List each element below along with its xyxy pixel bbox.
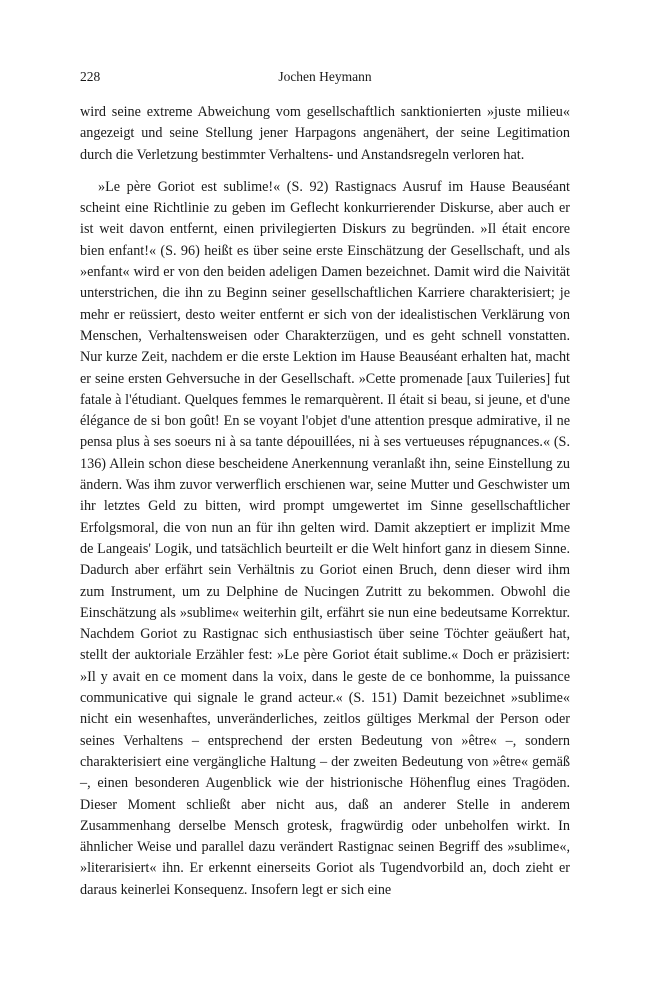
running-title: Jochen Heymann (278, 69, 372, 84)
page-number: 228 (80, 69, 101, 84)
body-text (80, 102, 570, 901)
paragraph-sublime: »Le père Goriot est sublime!« (S. 92) Rastignacs Ausruf im Hause Beauséant scheint eine Richtlinie zu geben im Geflecht konkurrierender Diskurse, aber auch er ist weit davon entfernt, einen privilegierten Diskurs zu begründen. »Il était encore bien enfant!« (S. 96) heißt es über seine erste Einschätzung der Gesellschaft, und als »enfant« wird er von den beiden adeligen Damen bezeichnet. Damit wird die Naivität unterstrichen, die ihn zu Beginn seiner gesellschaftlichen Karriere charakterisiert; je mehr er reüssiert, desto weiter entfernt er sich von der idealistischen Verklärung von Menschen, Verhaltensweisen oder Charakterzügen, und es geht schnell vonstatten. Nur kurze Zeit, nachdem er die erste Lektion im Hause Beauséant erhalten hat, macht er seine ersten Gehversuche in der Gesellschaft. »Cette promenade [aux Tuileries] fut fatale à l'étudiant. Quelques femmes le remarquèrent. Il était si beau, si jeune, et d'une élégance de si bon goût! En se voyant l'objet d'une attention presque admirative, il ne pensa plus à ses soeurs ni à sa tante dépouillées, ni à ses vertueuses répugnances.« (S. 136) Allein schon diese bescheidene Anerkennung veranlaßt ihn, seine Einstellung zu ändern. Was ihm zuvor verwerflich erschienen war, seine Mutter und Geschwister um ihr letztes Geld zu bitten, wird prompt umgewertet im Sinne gesellschaftlicher Erfolgsmoral, die von nun an für ihn gelten wird. Damit akzeptiert er implizit Mme de Langeais' Logik, und tatsächlich beurteilt er die Welt hinfort ganz in diesem Sinne. Dadurch aber erfährt sein Verhältnis zu Goriot einen Bruch, denn dieser wird ihm zum Instrument, um zu Delphine de Nucingen Zutritt zu bekommen. Obwohl die Einschätzung als »sublime« weiterhin gilt, erfährt sie nun eine bedeutsame Korrektur. Nachdem Goriot zu Rastignac sich enthusiastisch über seine Töchter geäußert hat, stellt der auktoriale Erzähler fest: »Le père Goriot était sublime.« Doch er präzisiert: »Il y avait en ce moment dans la voix, dans le geste de ce bonhomme, la puissance communicative qui signale le grand acteur.« (S. 151) Damit bezeichnet »sublime« nicht ein wesenhaftes, unveränderliches, zeitlos gültiges Merkmal der Person oder seines Verhaltens – entsprechend der ersten Bedeutung von »être« –, sondern charakterisiert eine vergängliche Haltung – der zweiten Bedeutung von »être« gemäß –, einen besonderen Augenblick wie der histrionische Höhenflug eines Tragöden. Dieser Moment schließt aber nicht aus, daß an anderer Stelle in anderem Zusammenhang derselbe Mensch grotesk, fragwürdig oder unbeholfen wirkt. In ähnlicher Weise und parallel dazu verändert Rastignac seinen Begriff des »sublime«, »literarisiert« ihn. Er erkennt einerseits Goriot als Tugendvorbild an, doch zieht er daraus keinerlei Konsequenz. Insofern legt er sich eine (80, 178, 570, 898)
paragraph-continuation: wird seine extreme Abweichung vom gesellschaftlich sanktionierten »juste milieu« angezeigt und seine Stellung jener Harpagons angenähert, der seine Legitimation durch die Verletzung bestimmter Verhaltens- und Anstandsregeln verloren hat. (80, 104, 570, 163)
running-head (80, 66, 570, 88)
book-page (80, 66, 570, 901)
